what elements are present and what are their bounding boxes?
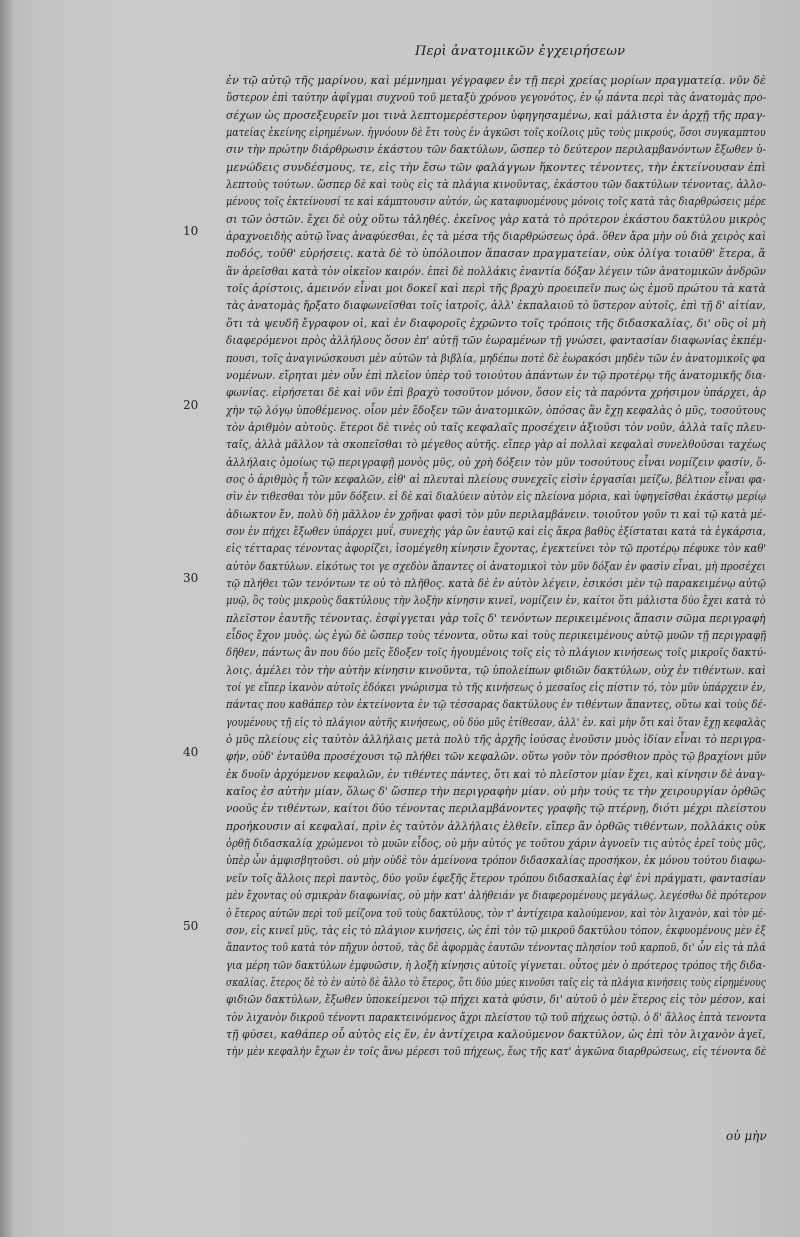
text-line: νοοῦς ἐν τιθέντων, καίτοι δύο τένοντας περιλαμβάνοντες γραφῆς τῷ πτέρνῃ, διότι μέχρι πλείστου <box>226 801 767 816</box>
greek-text-block <box>226 72 766 1061</box>
text-line: σὶν ἐν τιθεσθαι τὸν μῦν δόξειν. εἰ δὲ καὶ διαλύειν αὐτὸν εἰς πλείονα μόρια, καὶ ὑφηγεῖσθαι ἑκάστῳ μερίῳ <box>226 489 767 504</box>
line-number-20: 20 <box>183 398 199 412</box>
text-line: σιν τὴν πρώτην διάρθρωσιν ἑκάστου τῶν δακτύλων, ὥσπερ τὸ δεύτερον περιλαμβανόντων ἔξωθεν ὑ- <box>226 142 766 157</box>
text-line: μὲν ἔχοντας οὐ σμικρὰν διαφωνίας, οὐ μὴν κατ' ἀλήθειάν γε διαφερομένους μεγάλως. λεγέσθω δὲ πρότερον <box>226 888 766 903</box>
text-line: σον ἐν πήχει ἔξωθεν ὑπάρχει μυΐ, συνεχὴς γὰρ ὢν ἑαυτῷ καὶ εἰς ἄκρα βαθὺς ἐξίσταται κατὰ τὰ ἐγκάρσια, <box>226 523 766 538</box>
text-line: ἀλλήλαις ὁμοίως τῷ περιγραφῇ μονὸς μῦς, οὐ χρὴ δόξειν τὸν μῦν τοσούτους εἶναι νομίζειν φασίν, ὅ- <box>226 454 766 469</box>
text-line: νεῖν τοῖς ἄλλοις περὶ παντὸς, δύο γοῦν ἐφεξῆς ἕτερον τρόπου διδασκαλίας ἐφ' ἑνὶ πράγματι, φαντασίαν <box>226 870 766 885</box>
text-line: σος ὁ ἀριθμὸς ἦ τῶν κεφαλῶν, εἰθ' αἱ πλευταὶ πλείους συνεχεῖς εἰσὶν ἐργασίαι μείζω, βέλτιον εἶναι φα- <box>226 471 766 486</box>
text-line: φήν, οὐδ' ἐνταῦθα προσέχουσι τῷ πλήθει τῶν κεφαλῶν. οὕτω γοῦν τὸν πρόσθιον πρὸς τῷ βραχίονι μῦν <box>226 749 767 764</box>
binding-shadow <box>0 0 14 1237</box>
line-number-40: 40 <box>183 745 199 759</box>
text-line: ἀραχνοειδὴς αὐτῷ ἴνας ἀναφύεσθαι, ἐς τὰ μέσα τῆς διαρθρώσεως ὁρᾶ. ὅθεν ἄρα μὴν οὐ διὰ χειρὸς καὶ <box>226 229 767 244</box>
text-line: τοί γε εἴπερ ἱκανὸν αὐτοῖς ἐδόκει γνώρισμα τὸ τῆς κινήσεως ὁ μεσαῖος εἰς πίστιν τό, τὸν μῦν ὑπάρχειν ἐν, <box>226 680 766 695</box>
text-line: δῆθεν, πάντως ἂν που δύο μεῖς ἔδοξεν τοῖς ἡγουμένοις τοῖς εἰς τὸ πλάγιον κινήσεως τοῖς μικροῖς δακτύ- <box>226 645 767 660</box>
text-line: νομένων. εἴρηται μὲν οὖν ἐπὶ πλεῖον ὑπὲρ τοῦ τοιούτου ἁπάντων ἐν τῷ προτέρῳ τῆς ἀνατομικῆς δια- <box>226 367 766 382</box>
line-number-50: 50 <box>183 919 199 933</box>
text-line: μένους τοῖς ἐκτείνουσί τε καὶ κάμπτουσιν αὐτόν, ὡς καταφυομένους μόνοις τοῖς κατὰ τὰς διαρθρώσεις μέρε <box>226 194 767 209</box>
text-line: ἂν ἀρεῖσθαι κατὰ τὸν οἰκεῖον καιρόν. ἐπεὶ δὲ πολλάκις ἐναντία δόξαν λέγειν τῶν ἀνατομικῶν ἀνδρῶν <box>226 263 766 278</box>
text-line: ἐκ δυοῖν ἀρχόμενον κεφαλῶν, ἐν τιθέντες πάντες, ὅτι καὶ τὸ πλεῖστον μίαν ἔχει, καὶ κίνησιν δὲ ἀναγ- <box>226 766 766 781</box>
text-line: πάντας που καθάπερ τὸν ἐκτείνοντα ἐν τῷ τέσσαρας δακτύλους ἐν τιθέντων ἅπαντες, οὕτω καὶ τοὺς δέ- <box>226 697 766 712</box>
text-line: ταῖς, ἀλλὰ μᾶλλον τὰ σκοπεῖσθαι τὸ μέγεθος αὐτῆς. εἴπερ γὰρ αἱ πολλαὶ κεφαλαὶ συνελθοῦσαι ταχέως <box>226 437 767 452</box>
text-line: πλεῖστον ἑαυτῆς τένοντας. ἐσφίγγεται γὰρ τοῖς δ' τενόντων περικειμένοις ἅπασιν σῶμα περιγραφὴ <box>226 610 766 625</box>
text-line: διαφερόμενοι πρὸς ἀλλήλους ὅσον ἐπ' αὐτῇ τῶν ἑωραμένων τῇ γνώσει, φαντασίαν διαφωνίας ἐκπέμ- <box>226 333 766 348</box>
catchword: οὐ μὴν <box>726 1129 767 1143</box>
text-line: σον, εἰς κινεῖ μῦς, τὰς εἰς τὸ πλάγιον κινήσεις, ὡς ἐπὶ τὸν τῷ μικροῦ δακτύλου τόπον, ἐκφυομένους μὲν ἐξ <box>226 922 766 937</box>
text-line: χὴν τῷ λόγῳ ὑποθέμενος. οἷον μὲν ἔδοξεν τῶν ἀνατομικῶν, ὁπόσας ἂν ἔχῃ κεφαλὰς ὁ μῦς, τοσούτους <box>226 402 766 417</box>
text-line: καῖος ἐσ αὐτὴν μίαν, ὅλως δ' ὥσπερ τὴν περιγραφὴν μίαν. οὐ μὴν τούς τε τὴν χειρουργίαν ὀρθῶς <box>226 784 766 799</box>
text-line: φιδιῶν δακτύλων, ἔξωθεν ὑποκείμενοι τῷ πήχει κατὰ φύσιν, δι' αὐτοῦ ὁ μὲν ἕτερος εἰς τὸν μέσον, καὶ <box>226 992 766 1007</box>
text-line: ὁ ἕτερος αὐτῶν περὶ τοῦ μείζονα τοῦ τοὺς δακτύλους, τὸν τ' ἀντίχειρα καλούμενον, καὶ τὸν λιχανὸν, καὶ τὸν μέ- <box>226 905 766 920</box>
text-line: εἰς τέτταρας τένοντας ἀφορίζει, ἰσομέγεθη κίνησιν ἔχοντας, ἐγεκτείνει τὸν τῷ προτέρῳ πέφυκε τὸν καθ' <box>226 541 766 556</box>
text-line: τὰς ἀνατομὰς ἤρξατο διαφωνεῖσθαι τοῖς ἰατροῖς, ἀλλ' ἐκπαλαιοῦ τὸ ὕστερον αὐτοῖς, ἐπὶ τῇ δ' αἰτίαν, <box>226 298 766 313</box>
text-line: τῷ πλήθει τῶν τενόντων τε οὐ τὸ πλῆθος. κατὰ δὲ ἐν αὐτὸν λέγειν, ἐσικόσι μὲν τῷ παρακειμένῳ αὐτῷ <box>226 575 766 590</box>
text-line: λοις. ἀμέλει τὸν τὴν αὐτὴν κίνησιν κινοῦντα, τῷ ὑπολείπων φιδιῶν δακτύλων, οὐχ ἐν τιθέντων. καὶ <box>226 662 766 677</box>
text-line: ἐν τῷ αὐτῷ τῆς μαρίνου, καὶ μέμνημαι γέγραφεν ἐν τῇ περὶ χρείας μορίων πραγματείᾳ. νῦν δὲ <box>226 73 766 87</box>
line-number-30: 30 <box>183 571 199 585</box>
text-line: σέχων ὡς προσεξευρεῖν μοι τινὰ λεπτομερέστερον ὑφηγησαμένω, καὶ μάλιστα ἐν ἀρχῇ τῆς πραγ- <box>226 107 766 122</box>
text-line: μενώδεις συνδέσμους, τε, εἰς τὴν ἔσω τῶν φαλάγγων ἥκοντες τένοντες, τὴν ἐκτείνουσαν ἐπὶ <box>226 159 766 174</box>
text-line: ὀρθῇ διδασκαλίᾳ χρώμενοι τὸ μυῶν εἶδος, οὐ μὴν αὐτός γε τοῦτου χάριν ἀγνοεῖν τις αὐτὸς ἐρεῖ τοὺς μῦς, <box>226 836 766 851</box>
text-line: ὕστερον ἐπὶ ταύτην ἀφῖγμαι συχνοῦ τοῦ μεταξὺ χρόνου γεγονότος, ἐν ᾧ πάντα περὶ τὰς ἀνατομὰς προ- <box>226 90 766 105</box>
text-line: αὐτὸν δακτύλων. εἰκότως τοι γε σχεδὸν ἅπαντες οἱ ἀνατομικοὶ τὸν μῦν δόξαν ἐν φασὶν εἶναι, μὴ προσέχει <box>226 558 766 573</box>
text-line: προήκουσιν αἱ κεφαλαί, πρὶν ἐς ταὐτὸν ἀλλήλαις ἐλθεῖν. εἴπερ ἂν ὀρθῶς τιθέντων, πολλάκις οὐκ <box>226 818 767 833</box>
text-line: ὁ μῦς πλείους εἰς ταὐτὸν ἀλλήλαις μετὰ πολὺ τῆς ἀρχῆς ἰούσας ἐνοῦσιν μυὸς ἰδίαν εἶναι τὸ περιγρα- <box>226 732 766 747</box>
text-line: τὴν μὲν κεφαλὴν ἔχων ἐν τοῖς ἄνω μέρεσι τοῦ πήχεως, ἕως τῆς κατ' ἀγκῶνα διαρθρώσεως, εἰς τένοντα δὲ <box>226 1044 766 1059</box>
line-number-10: 10 <box>183 224 199 238</box>
text-line: μυῷ, ὃς τοὺς μικροὺς δακτύλους τὴν λοξὴν κίνησιν κινεῖ, νομίζειν ἐν, καίτοι ὅτι μάλιστα δύο ἔχει κατὰ τὸ <box>226 593 766 608</box>
text-line: ὅτι τὰ ψευδῆ ἔγραφον οἱ, καὶ ἐν διαφοροῖς ἐχρῶντο τοῖς τρόποις τῆς διδασκαλίας, δι' οὓς οἱ μὴ <box>226 315 766 330</box>
text-line: ἀδιωκτον ἔν, πολὺ δὴ μᾶλλον ἐν χρῆναι φασὶ τὸν μῦν περιλαμβάνειν. τοιοῦτον γοῦν τι καὶ τῷ κατὰ μέ- <box>226 506 766 521</box>
text-line: γουμένους τῇ εἰς τὸ πλάγιον αὐτῆς κινήσεως, οὐ δύο μῦς ἐτίθεσαν, ἀλλ' ἐν. καὶ μὴν ὅτι καὶ ὅταν ἔχῃ κεφαλὰς <box>226 714 766 729</box>
text-line: λεπτοὺς τούτων. ὥσπερ δὲ καὶ τοὺς εἰς τὰ πλάγια κινοῦντας, ἑκάστου τῶν δακτύλων τένοντας, ἀλλο- <box>226 177 767 192</box>
text-line: σκαλίας. ἕτερος δὲ τὸ ἐν αὐτὸ δὲ ἄλλο τὸ ἕτερος, ὅτι δύο μύες κινοῦσι ταῖς εἰς τὰ πλάγια κινήσεις τοὺς εἰρημένους <box>226 974 766 989</box>
text-line: τῇ φύσει, καθάπερ οὗ αὐτὸς εἰς ἕν, ἐν ἀντίχειρα καλούμενον δακτύλον, ὡς ἐπὶ τὸν λιχανὸν ἀγεῖ, <box>226 1026 766 1041</box>
text-line: εἶδος ἔχον μυὸς. ὡς ἐγὼ δὲ ὥσπερ τοὺς τένοντα, οὕτω καὶ τοὺς περικειμένους αὐτῷ μυῶν τῇ περιγραφῇ <box>226 628 767 642</box>
text-line: τοῖς ἀρίστοις, ἀμεινόν εἶναι μοι δοκεῖ καὶ περὶ τῆς βραχὺ προειπεῖν πως ὡς ἐμοῦ πρώτου τὰ κατὰ <box>226 281 766 296</box>
text-line: ματείας ἐκείνης εἰρημένων. ἠγνόουν δὲ ἔτι τοὺς ἐν ἀγκῶσι τοῖς κοίλοις μῦς τοὺς μικρούς, ὅσοι συγκαμπτου <box>226 125 766 140</box>
text-line: σι τῶν ὀστῶν. ἔχει δὲ οὐχ οὕτω τἀληθές. ἐκεῖνος γὰρ κατὰ τὸ πρότερον ἑκάστου δακτύλου μικρὸς <box>226 211 766 226</box>
text-line: για μέρη τῶν δακτύλων ἐμφυῶσιν, ἡ λοξὴ κίνησις αὐτοῖς γίγνεται. οὗτος μὲν ὁ πρότερος τρόπος τῆς διδα- <box>226 957 766 972</box>
text-line: τὸν λιχανὸν δικροῦ τένοντι παρακτεινόμενος ἄχρι πλείστου τῷ τοῦ πήχεως ὀστῷ. ὁ δ' ἄλλος ἑπτὰ τενοντα <box>226 1009 767 1024</box>
text-line: τὸν ἀριθμὸν αὐτοὺς. ἕτεροι δὲ τινὲς οὐ ταῖς κεφαλαῖς προσέχειν ἀξιοῦσι τὸν νοῦν, ἀλλὰ ταῖς πλευ- <box>226 419 766 434</box>
running-head: Περὶ ἀνατομικῶν ἐγχειρήσεων <box>415 44 626 59</box>
text-line: ποδός, τοῦθ' εὑρήσεις. κατὰ δὲ τὸ ὑπόλοιπον ἅπασαν πραγματείαν, οὐκ ὀλίγα τοιαῦθ' ἕτερα, ἅ <box>226 246 766 261</box>
text-line: ἅπαντος τοῦ κατὰ τὸν πῆχυν ὀστοῦ, τὰς δὲ ἀφορμὰς ἑαυτῶν τένοντας πλησίον τοῦ καρποῦ, δι' ὧν εἰς τὰ πλά <box>226 940 766 955</box>
text-line: ὑπὲρ ὧν ἀμφισβητοῦσι. οὐ μὴν οὐδὲ τὸν ἀμείνονα τρόπον διδασκαλίας προσήκον, ἐκ μόνου τούτου διαφω- <box>226 853 766 868</box>
text-line: πουσι, τοῖς ἀναγινώσκουσι μὲν αὐτῶν τὰ βιβλία, μηδέπω ποτὲ δὲ ἑωρακόσι μηδὲν τῶν ἐν ἀνατομικοῖς φα <box>226 350 766 365</box>
text-line: φωνίας. εἰρήσεται δὲ καὶ νῦν ἐπὶ βραχὺ τοσοῦτον μόνον, ὅσον εἰς τὰ παρόντα χρήσιμον ὑπάρχει, ἀρ <box>226 385 766 400</box>
